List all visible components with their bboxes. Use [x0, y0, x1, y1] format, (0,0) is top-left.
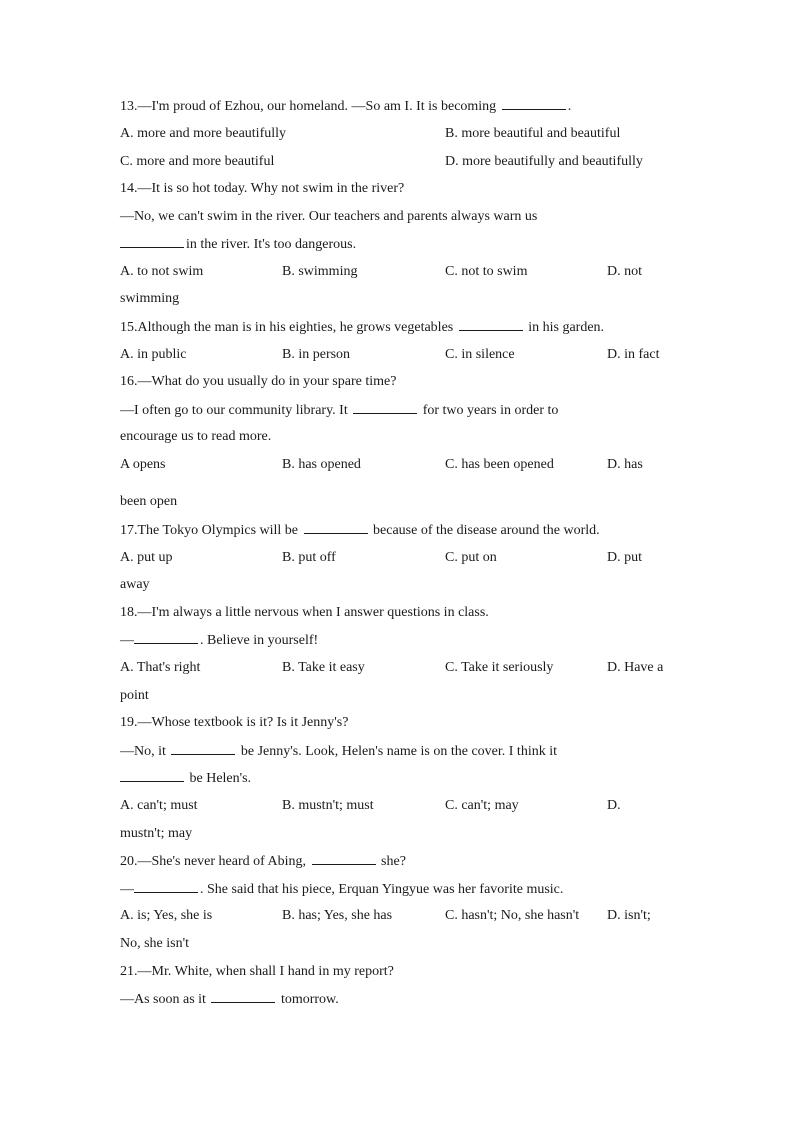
q15-option-c: C. in silence	[445, 347, 515, 362]
q21-line-2-text: —As soon as it	[120, 992, 206, 1007]
q19-line-2	[120, 742, 557, 761]
question-17-stem	[120, 521, 600, 540]
q13-option-a: A. more and more beautifully	[120, 126, 287, 141]
q16-line-3: encourage us to read more.	[120, 429, 272, 444]
q17-option-d: D. put	[607, 550, 642, 565]
q13-option-d: D. more beautifully and beautifully	[445, 154, 643, 169]
q15-option-b: B. in person	[282, 347, 351, 362]
question-14-stem: 14.—It is so hot today. Why not swim in the river?	[120, 181, 405, 196]
q14-line-3	[120, 235, 356, 254]
answer-blank	[134, 880, 198, 893]
q15-option-a: A. in public	[120, 347, 187, 362]
question-18-stem: 18.—I'm always a little nervous when I answer questions in class.	[120, 605, 489, 620]
q18-option-d: D. Have a	[607, 660, 664, 675]
q14-option-d: D. not	[607, 264, 642, 279]
question-21-stem: 21.—Mr. White, when shall I hand in my report?	[120, 964, 394, 979]
q19-option-d: D.	[607, 798, 621, 813]
q18-option-d-wrap: point	[120, 688, 149, 703]
question-19-stem: 19.—Whose textbook is it? Is it Jenny's?	[120, 715, 349, 730]
q18-line-2-dash: —	[120, 633, 134, 648]
q19-option-a: A. can't; must	[120, 798, 198, 813]
q17-option-d-wrap: away	[120, 577, 150, 592]
q16-option-a: A opens	[120, 457, 166, 472]
q19-line-3-text: be Helen's.	[189, 771, 252, 786]
answer-blank	[459, 318, 523, 331]
q14-line-2: —No, we can't swim in the river. Our teachers and parents always warn us	[120, 209, 538, 224]
q17-option-a: A. put up	[120, 550, 173, 565]
answer-blank	[171, 742, 235, 755]
q15-stem-text: 15.Although the man is in his eighties, he grows vegetables	[120, 320, 454, 335]
answer-blank	[502, 97, 566, 110]
answer-blank	[134, 631, 198, 644]
q16-line-2-text: —I often go to our community library. It	[120, 403, 348, 418]
q13-stem-end: .	[567, 99, 572, 114]
q20-stem-end: she?	[381, 854, 406, 869]
q15-stem-end: in his garden.	[528, 320, 605, 335]
q14-option-d-wrap: swimming	[120, 291, 180, 306]
q14-option-c: C. not to swim	[445, 264, 528, 279]
q19-line-3	[120, 769, 251, 788]
q15-option-d: D. in fact	[607, 347, 660, 362]
q13-stem-text: 13.—I'm proud of Ezhou, our homeland. —So am I. It is becoming	[120, 99, 497, 114]
q20-option-c: C. hasn't; No, she hasn't	[445, 908, 580, 923]
q17-option-b: B. put off	[282, 550, 336, 565]
q19-line-2-text: —No, it	[120, 744, 166, 759]
q21-line-2-end: tomorrow.	[280, 992, 339, 1007]
q19-line-2-end: be Jenny's. Look, Helen's name is on the cover. I think it	[240, 744, 557, 759]
q20-line-2	[120, 880, 563, 899]
q20-option-d-wrap: No, she isn't	[120, 936, 190, 951]
q20-option-d: D. isn't;	[607, 908, 651, 923]
q14-option-a: A. to not swim	[120, 264, 204, 279]
q20-line-2-dash: —	[120, 882, 134, 897]
q14-line-3-text: in the river. It's too dangerous.	[186, 237, 357, 252]
question-20-stem	[120, 852, 406, 871]
answer-blank	[120, 235, 184, 248]
answer-blank	[304, 521, 368, 534]
q13-option-c: C. more and more beautiful	[120, 154, 275, 169]
question-13-stem	[120, 97, 571, 116]
q18-option-c: C. Take it seriously	[445, 660, 554, 675]
question-15-stem	[120, 318, 604, 337]
q16-option-d-wrap: been open	[120, 494, 178, 509]
q20-option-b: B. has; Yes, she has	[282, 908, 393, 923]
q13-option-b: B. more beautiful and beautiful	[445, 126, 621, 141]
q21-line-2	[120, 990, 339, 1009]
q16-option-c: C. has been opened	[445, 457, 554, 472]
q17-option-c: C. put on	[445, 550, 497, 565]
q16-line-2	[120, 401, 558, 420]
q20-option-a: A. is; Yes, she is	[120, 908, 213, 923]
answer-blank	[120, 769, 184, 782]
q17-stem-text: 17.The Tokyo Olympics will be	[120, 523, 299, 538]
q16-line-2-end: for two years in order to	[422, 403, 559, 418]
q16-option-d: D. has	[607, 457, 643, 472]
q19-option-c: C. can't; may	[445, 798, 519, 813]
q19-option-b: B. mustn't; must	[282, 798, 374, 813]
q18-option-b: B. Take it easy	[282, 660, 365, 675]
q14-option-b: B. swimming	[282, 264, 358, 279]
q18-option-a: A. That's right	[120, 660, 201, 675]
q17-stem-end: because of the disease around the world.	[373, 523, 600, 538]
answer-blank	[211, 990, 275, 1003]
q18-line-2-text: . Believe in yourself!	[200, 633, 319, 648]
q18-line-2	[120, 631, 318, 650]
q16-option-b: B. has opened	[282, 457, 361, 472]
answer-blank	[353, 401, 417, 414]
question-16-stem: 16.—What do you usually do in your spare time?	[120, 374, 397, 389]
answer-blank	[312, 852, 376, 865]
q20-stem-text: 20.—She's never heard of Abing,	[120, 854, 307, 869]
q20-line-2-text: . She said that his piece, Erquan Yingyue was her favorite music.	[200, 882, 564, 897]
q19-option-d-wrap: mustn't; may	[120, 826, 193, 841]
